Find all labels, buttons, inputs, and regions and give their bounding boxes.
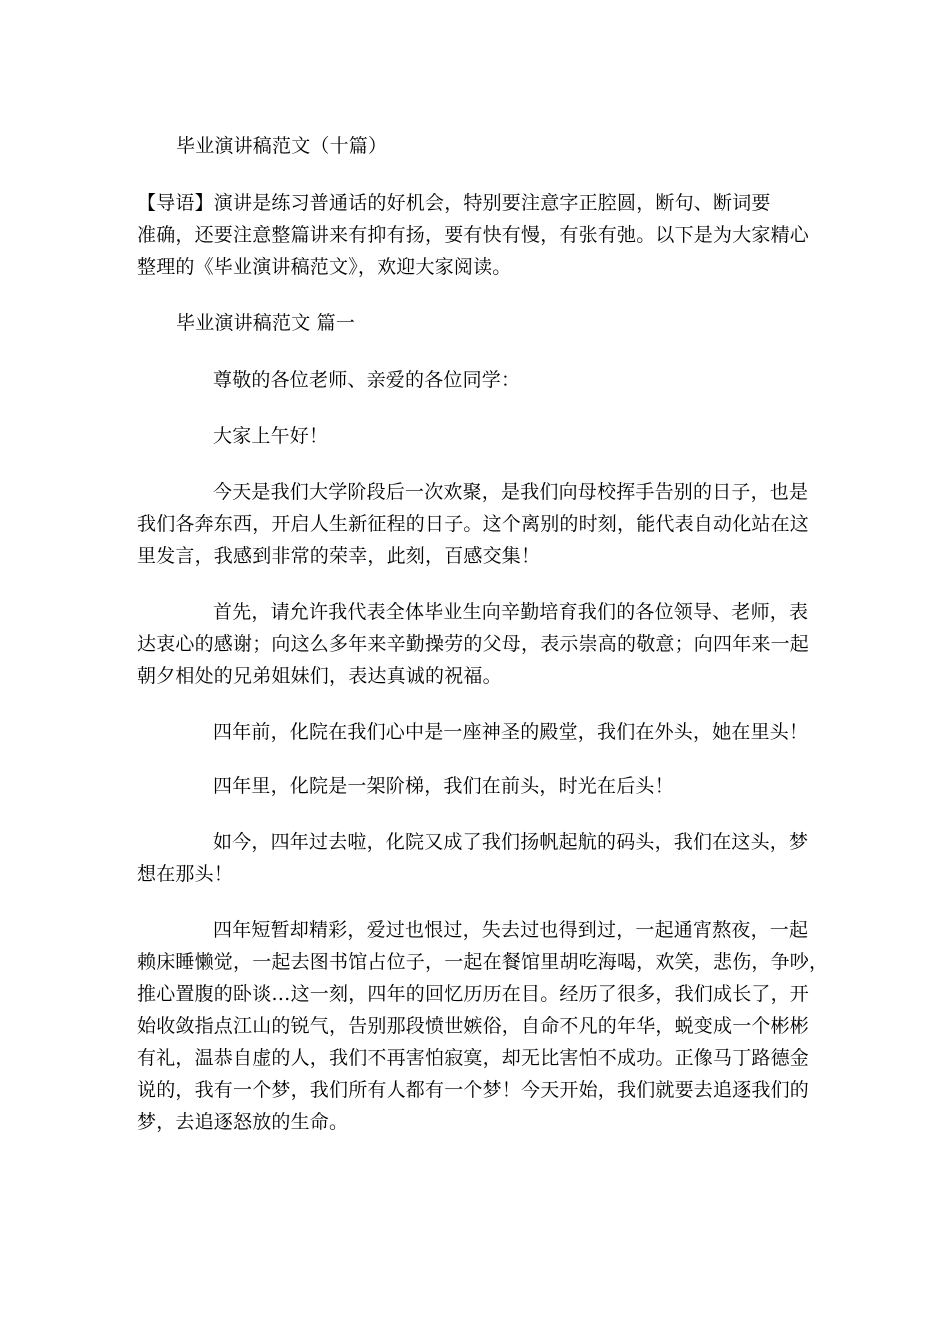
paragraph-4: 四年里，化院是一架阶梯，我们在前头，时光在后头！ [213, 775, 674, 797]
paragraph-3: 四年前，化院在我们心中是一座神圣的殿堂，我们在外头，她在里头！ [213, 721, 809, 743]
paragraph-1-line-2: 我们各奔东西，开启人生新征程的日子。这个离别的时刻，能代表自动化站在这 [137, 513, 810, 535]
intro-line-3: 整理的《毕业演讲稿范文》，欢迎大家阅读。 [137, 256, 512, 278]
intro-line-1: 【导语】演讲是练习普通话的好机会，特别要注意字正腔圆，断句、断词要 [137, 192, 771, 214]
paragraph-6-line-4: 始收敛指点江山的锐气，告别那段愤世嫉俗，自命不凡的年华，蜕变成一个彬彬 [137, 1015, 810, 1037]
paragraph-5-line-2: 想在那头！ [137, 863, 234, 885]
paragraph-6-line-3: 推心置腹的卧谈…这一刻，四年的回忆历历在目。经历了很多，我们成长了，开 [137, 983, 810, 1005]
paragraph-1-line-1: 今天是我们大学阶段后一次欢聚，是我们向母校挥手告别的日子，也是 [213, 481, 809, 503]
document-title: 毕业演讲稿范文（十篇） [176, 135, 388, 157]
paragraph-6-line-2: 赖床睡懒觉，一起去图书馆占位子，一起在餐馆里胡吃海喝，欢笑，悲伤，争吵， [137, 951, 829, 973]
paragraph-6-line-7: 梦，去追逐怒放的生命。 [137, 1111, 349, 1133]
paragraph-6-line-5: 有礼，温恭自虚的人，我们不再害怕寂寞，却无比害怕不成功。正像马丁路德金 [137, 1047, 810, 1069]
paragraph-1-line-3: 里发言，我感到非常的荣幸，此刻，百感交集！ [137, 545, 541, 567]
paragraph-6-line-6: 说的，我有一个梦，我们所有人都有一个梦！今天开始，我们就要去追逐我们的 [137, 1079, 810, 1101]
paragraph-2-line-2: 达衷心的感谢；向这么多年来辛勤操劳的父母，表示崇高的敬意；向四年来一起 [137, 633, 810, 655]
salutation: 尊敬的各位老师、亲爱的各位同学： [213, 369, 521, 391]
paragraph-5-line-1: 如今，四年过去啦，化院又成了我们扬帆起航的码头，我们在这头，梦 [213, 831, 809, 853]
section-heading: 毕业演讲稿范文 篇一 [176, 312, 356, 334]
intro-line-2: 准确，还要注意整篇讲来有抑有扬，要有快有慢，有张有弛。以下是为大家精心 [137, 224, 810, 246]
paragraph-6-line-1: 四年短暂却精彩，爱过也恨过，失去过也得到过，一起通宵熬夜，一起 [213, 919, 809, 941]
greeting: 大家上午好！ [213, 425, 329, 447]
paragraph-2-line-1: 首先，请允许我代表全体毕业生向辛勤培育我们的各位领导、老师，表 [213, 601, 809, 623]
paragraph-2-line-3: 朝夕相处的兄弟姐妹们，表达真诚的祝福。 [137, 665, 502, 687]
